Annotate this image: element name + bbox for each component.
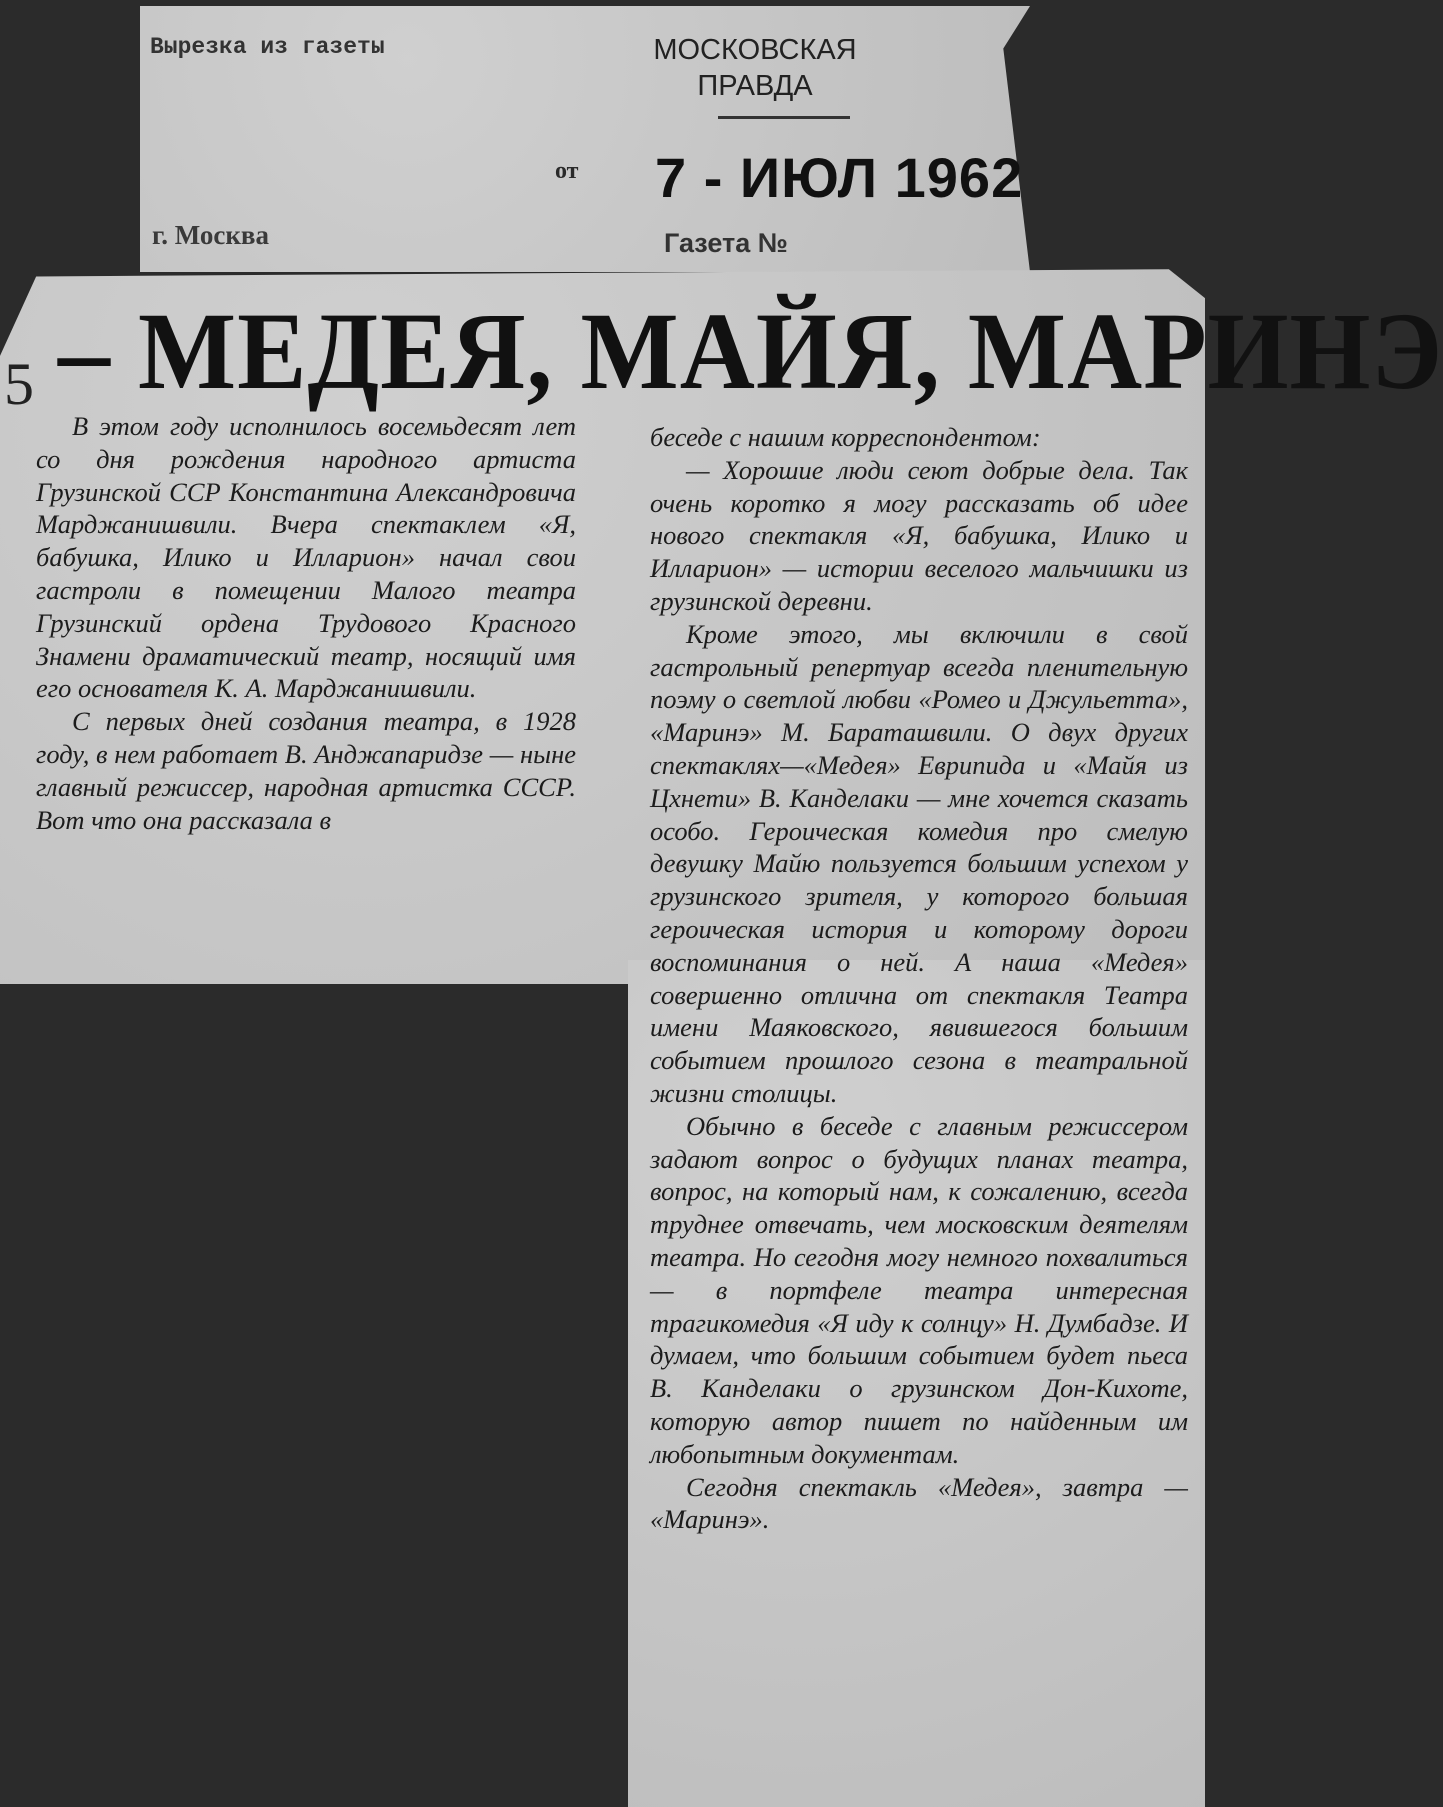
paragraph: С первых дней создания театра, в 1928 году, в нем работает В. Анджапаридзе — ныне главный режиссер, народная артистка СССР. Вот что она рассказала в xyxy=(36,706,576,835)
paragraph: В этом году исполнилось восемьдесят лет со дня рождения народного артиста Грузинской ССР Константина Александровича Марджанишвили. Вчера спектаклем «Я, бабушка, Илико и Илларион» начал свои гастроли в помещении Малого театра Грузинский ордена Трудового Красного Знамени драматический театр, носящий имя его основателя К. А. Марджанишвили. xyxy=(36,411,576,704)
issue-label: Газета № xyxy=(664,228,788,258)
paragraph: Сегодня спектакль «Медея», завтра — «Маринэ». xyxy=(650,1471,1188,1535)
city-label: г. Москва xyxy=(152,220,269,250)
article-right-column xyxy=(650,421,1188,1536)
article-headline: – МЕДЕЯ, МАЙЯ, МАРИНЭ xyxy=(58,290,1443,413)
clipping-label: Вырезка из газеты xyxy=(150,34,385,60)
paragraph: беседе с нашим корреспондентом: xyxy=(650,422,1041,452)
newspaper-name-line2: ПРАВДА xyxy=(697,70,813,103)
newspaper-underline xyxy=(718,116,850,119)
date-stamp: 7 - ИЮЛ 1962 xyxy=(655,146,1024,209)
paragraph: Кроме этого, мы включили в свой гастрольный репертуар всегда пленительную поэму о светлой любви «Ромео и Джульетта», «Маринэ» М. Бараташвили. О двух других спектаклях—«Медея» Еврипида и «Майя из Цхнети» В. Канделаки — мне хочется сказать особо. Героическая комедия про смелую девушку Майю пользуется большим успехом у грузинского зрителя, у которого большая героическая история и которому дороги воспоминания о ней. А наша «Медея» совершенно отлична от спектакля Театра имени Маяковского, явившегося большим событием прошлого сезона в театральной жизни столицы. xyxy=(650,618,1188,1108)
article-left-column xyxy=(36,410,576,836)
date-prefix: от xyxy=(555,158,579,184)
newspaper-name xyxy=(620,32,890,105)
newspaper-name-line1: МОСКОВСКАЯ xyxy=(653,34,857,66)
paragraph: Обычно в беседе с главным режиссером задают вопрос о будущих планах театра, вопрос, на который нам, к сожалению, всегда труднее отвечать, чем московским деятелям театра. Но сегодня могу немного похвалиться — в портфеле театра интересная трагикомедия «Я иду к солнцу» Н. Думбадзе. И думаем, что большим событием будет пьеса В. Канделаки о грузинском Дон-Кихоте, которую автор пишет по найденным им любопытным документам. xyxy=(650,1110,1188,1469)
paragraph: — Хорошие люди сеют добрые дела. Так очень коротко я могу рассказать об идее нового спектакля «Я, бабушка, Илико и Илларион» — истории веселого мальчишки из грузинской деревни. xyxy=(650,454,1188,616)
margin-mark: 5 xyxy=(4,351,34,417)
